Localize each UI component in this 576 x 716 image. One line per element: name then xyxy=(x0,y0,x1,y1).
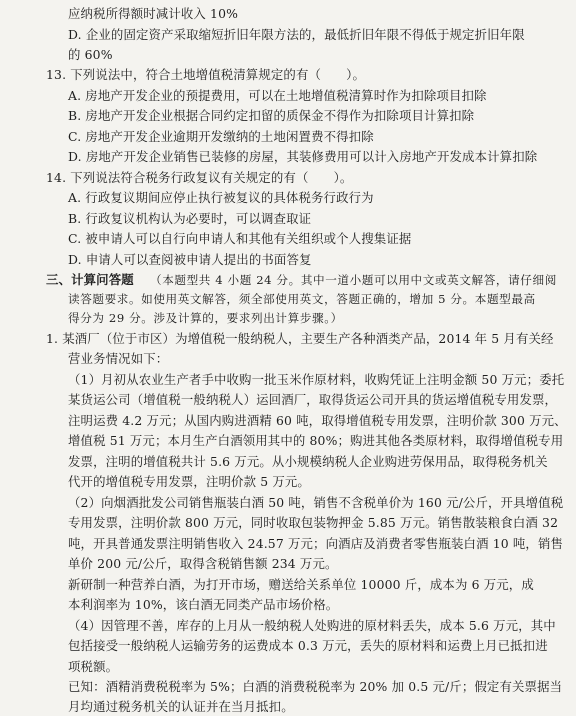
text-line: 14. 下列说法符合税务行政复议有关规定的有（ ）。 xyxy=(46,170,353,185)
text-line: 本利润率为 10%，该白酒无同类产品市场价格。 xyxy=(68,597,339,612)
text-line: 单价 200 元/公斤，取得含税销售额 234 万元。 xyxy=(68,556,338,571)
text-line: 已知：酒精消费税税率为 5%；白酒的消费税税率为 20% 加 0.5 元/斤；假定有关票据当 xyxy=(68,679,563,694)
text-line: B. 房地产开发企业根据合同约定扣留的质保金不得作为扣除项目计算扣除 xyxy=(68,108,475,123)
text-line: （4）因管理不善，库存的上月从一般纳税人处购进的原材料丢失，成本 5.6 万元，其中 xyxy=(68,618,556,633)
text-line: 新研制一种营养白酒，为打开市场，赠送给关系单位 10000 斤，成本为 6 万元，成 xyxy=(68,577,534,592)
text-line: D. 申请人可以查阅被申请人提出的书面答复 xyxy=(68,252,312,267)
text-line: 吨，开具普通发票注明销售收入 24.57 万元；向酒店及消费者零售瓶装白酒 10 吨，销售 xyxy=(68,536,564,551)
text-line: 增值税 51 万元；本月生产白酒领用其中的 80%；购进其他各类原材料，取得增值税专用 xyxy=(68,433,564,448)
text-line: 13. 下列说法中，符合土地增值税清算规定的有（ ）。 xyxy=(46,67,366,82)
text-line: 营业务情况如下： xyxy=(68,351,169,366)
text-line: 得分为 29 分。涉及计算的，要求列出计算步骤。） xyxy=(68,311,343,325)
text-line: 某货运公司（增值税一般纳税人）运回酒厂，取得货运公司开具的货运增值税专用发票， xyxy=(68,392,558,407)
text-line: 应纳税所得额时减计收入 10% xyxy=(68,6,239,21)
text-line: （1）月初从农业生产者手中收购一批玉米作原材料，收购凭证上注明金额 50 万元；委托 xyxy=(68,372,565,387)
text-line: A. 行政复议期间应停止执行被复议的具体税务行政行为 xyxy=(68,190,374,205)
text-line: D. 企业的固定资产采取缩短折旧年限方法的，最低折旧年限不得低于规定折旧年限 xyxy=(68,27,525,42)
text-line: 代开的增值税专用发票，注明价款 5 万元。 xyxy=(68,474,310,489)
text-line: 1. 某酒厂（位于市区）为增值税一般纳税人，主要生产各种酒类产品，2014 年 5 月有关经 xyxy=(46,331,554,346)
text-line: B. 行政复议机构认为必要时，可以调查取证 xyxy=(68,211,312,226)
text-line: 专用发票，注明价款 800 万元，同时收取包装物押金 5.85 万元。销售散装粮食白酒 32 xyxy=(68,515,559,530)
text-line: 包括接受一般纳税人运输劳务的运费成本 0.3 万元，丢失的原材料和运费上月已抵扣进 xyxy=(68,638,548,653)
text-line: A. 房地产开发企业的预提费用，可以在土地增值税清算时作为扣除项目扣除 xyxy=(68,88,487,103)
text-line: （2）向烟酒批发公司销售瓶装白酒 50 吨，销售不含税单价为 160 元/公斤，开具增值税 xyxy=(68,495,564,510)
text-line: 注明运费 4.2 万元；从国内购进酒精 60 吨，取得增值税专用发票，注明价款 300 万元、 xyxy=(68,413,567,428)
section-instructions: （本题型共 4 小题 24 分。其中一道小题可以用中文或英文解答，请仔细阅 xyxy=(150,273,557,287)
text-line: 项税额。 xyxy=(68,659,119,674)
text-line: 读答题要求。如使用英文解答，须全部使用英文，答题正确的，增加 5 分。本题型最高 xyxy=(68,292,536,306)
text-line: 发票，注明的增值税共计 5.6 万元。从小规模纳税人企业购进劳保用品，取得税务机关 xyxy=(68,454,548,469)
text-line: D. 房地产开发企业销售已装修的房屋，其装修费用可以计入房地产开发成本计算扣除 xyxy=(68,149,538,164)
text-line: 三、计算问答题 xyxy=(46,272,134,287)
text-line: C. 被申请人可以自行向申请人和其他有关组织或个人搜集证据 xyxy=(68,231,412,246)
text-line: C. 房地产开发企业逾期开发缴纳的土地闲置费不得扣除 xyxy=(68,129,374,144)
text-line: 的 60% xyxy=(68,47,113,62)
text-line: 月均通过税务机关的认证并在当月抵扣。 xyxy=(68,699,294,714)
